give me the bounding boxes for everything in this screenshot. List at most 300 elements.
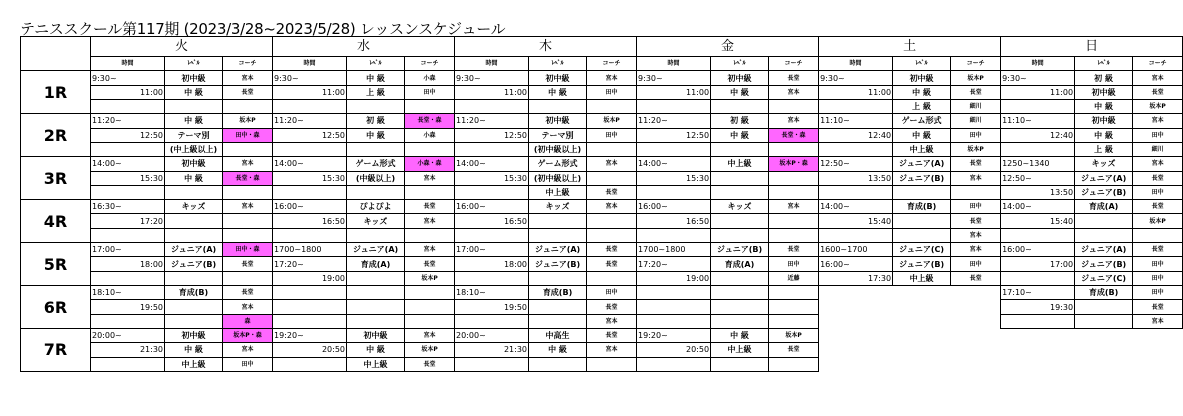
- lesson-level: キッズ: [165, 200, 223, 214]
- lesson-level: (初中級以上): [529, 171, 587, 185]
- start-time: [819, 99, 863, 113]
- empty-slot: [1001, 328, 1183, 371]
- lesson-level: ジュニア(B): [1075, 257, 1133, 271]
- lesson-level: 中上級: [529, 185, 587, 199]
- lesson-level: ジュニア(A): [165, 243, 223, 257]
- schedule-line: [21, 142, 1183, 156]
- start-time: 20:00~: [455, 328, 499, 342]
- coach-name: 長堂: [951, 271, 1001, 285]
- coach-name: 田中: [1133, 257, 1183, 271]
- end-time: [1045, 228, 1075, 242]
- coach-name: 宮本: [951, 171, 1001, 185]
- end-time: [499, 228, 529, 242]
- empty-slot: [819, 286, 1001, 329]
- end-time: [499, 185, 529, 199]
- start-time: 11:20~: [91, 114, 135, 128]
- coach-name: 長堂・森: [223, 171, 273, 185]
- lesson-level: キッズ: [347, 214, 405, 228]
- start-time: [1001, 85, 1045, 99]
- schedule-line: [21, 128, 1183, 142]
- lesson-level: [529, 99, 587, 113]
- day-header: 木: [455, 37, 637, 57]
- end-time: [499, 271, 529, 285]
- coach-name: [405, 185, 455, 199]
- end-time: 12:40: [1045, 128, 1075, 142]
- coach-name: 細川: [951, 114, 1001, 128]
- coach-name: 小森: [405, 71, 455, 85]
- start-time: [1001, 257, 1045, 271]
- start-time: [273, 185, 317, 199]
- lesson-level: キッズ: [529, 200, 587, 214]
- time-subheader: 時間: [637, 57, 711, 71]
- coach-name: [769, 300, 819, 314]
- start-time: [91, 185, 135, 199]
- schedule-line: [21, 243, 1183, 257]
- schedule-line: [21, 157, 1183, 171]
- end-time: [499, 314, 529, 328]
- day-header: 金: [637, 37, 819, 57]
- lesson-level: ジュニア(A): [347, 243, 405, 257]
- start-time: [455, 85, 499, 99]
- start-time: 9:30~: [455, 71, 499, 85]
- lesson-level: [165, 228, 223, 242]
- level-subheader: ﾚﾍﾞﾙ: [165, 57, 223, 71]
- lesson-level: ジュニア(A): [1075, 243, 1133, 257]
- coach-name: [405, 142, 455, 156]
- end-time: [135, 286, 165, 300]
- lesson-level: [529, 314, 587, 328]
- lesson-level: [165, 214, 223, 228]
- end-time: 16:50: [681, 214, 711, 228]
- lesson-level: [711, 314, 769, 328]
- coach-name: 長堂: [405, 200, 455, 214]
- start-time: [91, 300, 135, 314]
- end-time: 19:00: [681, 271, 711, 285]
- schedule-line: [21, 71, 1183, 85]
- start-time: [637, 85, 681, 99]
- coach-name: [769, 142, 819, 156]
- end-time: [499, 142, 529, 156]
- start-time: 12:50~: [1001, 171, 1045, 185]
- schedule-line: [21, 99, 1183, 113]
- end-time: [1045, 200, 1075, 214]
- start-time: [91, 343, 135, 357]
- period-label: 7R: [21, 328, 91, 371]
- schedule-line: [21, 257, 1183, 271]
- coach-name: 田中: [951, 128, 1001, 142]
- coach-name: 田中: [587, 286, 637, 300]
- coach-name: 長堂: [769, 71, 819, 85]
- end-time: [317, 257, 347, 271]
- start-time: 14:00~: [1001, 200, 1045, 214]
- lesson-level: [529, 228, 587, 242]
- end-time: 12:40: [863, 128, 893, 142]
- lesson-level: 中上級: [711, 343, 769, 357]
- end-time: [681, 185, 711, 199]
- start-time: [273, 286, 317, 300]
- coach-name: 宮本: [1133, 114, 1183, 128]
- coach-name: 宮本: [223, 157, 273, 171]
- start-time: [819, 142, 863, 156]
- schedule-line: [21, 286, 1183, 300]
- start-time: 9:30~: [273, 71, 317, 85]
- end-time: [1045, 71, 1075, 85]
- lesson-level: ジュニア(B): [529, 257, 587, 271]
- lesson-level: ぴよぴよ: [347, 200, 405, 214]
- lesson-level: 初中級: [529, 71, 587, 85]
- level-subheader: ﾚﾍﾞﾙ: [711, 57, 769, 71]
- period-label: 5R: [21, 243, 91, 286]
- end-time: [681, 357, 711, 371]
- period-label: 4R: [21, 200, 91, 243]
- coach-name: 田中: [769, 257, 819, 271]
- end-time: [1045, 271, 1075, 285]
- coach-name: [223, 228, 273, 242]
- start-time: [637, 343, 681, 357]
- end-time: 21:30: [135, 343, 165, 357]
- start-time: 1250~1340: [1001, 157, 1045, 171]
- start-time: 14:00~: [819, 200, 863, 214]
- start-time: 14:00~: [91, 157, 135, 171]
- start-time: 17:10~: [1001, 286, 1045, 300]
- end-time: [499, 157, 529, 171]
- schedule-line: [21, 300, 1183, 314]
- start-time: [819, 185, 863, 199]
- coach-name: 坂本P・森: [223, 328, 273, 342]
- end-time: [863, 185, 893, 199]
- schedule-line: [21, 114, 1183, 128]
- start-time: [91, 99, 135, 113]
- end-time: 15:40: [1045, 214, 1075, 228]
- lesson-level: (初中級以上): [529, 142, 587, 156]
- coach-subheader: コーチ: [587, 57, 637, 71]
- coach-subheader: コーチ: [1133, 57, 1183, 71]
- coach-name: 長堂: [1133, 243, 1183, 257]
- end-time: [863, 114, 893, 128]
- end-time: [135, 314, 165, 328]
- lesson-level: 中上級: [165, 357, 223, 371]
- coach-name: [769, 171, 819, 185]
- coach-name: 宮本: [951, 243, 1001, 257]
- lesson-level: 初中級: [893, 71, 951, 85]
- start-time: [637, 300, 681, 314]
- coach-name: 宮本: [223, 300, 273, 314]
- end-time: [317, 114, 347, 128]
- lesson-level: 上 級: [347, 85, 405, 99]
- end-time: 21:30: [499, 343, 529, 357]
- start-time: 9:30~: [819, 71, 863, 85]
- start-time: [819, 171, 863, 185]
- end-time: [317, 328, 347, 342]
- end-time: 19:50: [135, 300, 165, 314]
- lesson-level: 中 級: [711, 85, 769, 99]
- schedule-line: [21, 185, 1183, 199]
- start-time: [819, 85, 863, 99]
- lesson-level: [165, 314, 223, 328]
- lesson-level: [165, 185, 223, 199]
- coach-name: 近藤: [769, 271, 819, 285]
- end-time: [317, 142, 347, 156]
- end-time: [681, 99, 711, 113]
- coach-name: 坂本P: [1133, 214, 1183, 228]
- start-time: [637, 185, 681, 199]
- lesson-level: 中 級: [347, 128, 405, 142]
- start-time: 19:20~: [637, 328, 681, 342]
- coach-name: 田中: [223, 357, 273, 371]
- end-time: [499, 114, 529, 128]
- end-time: 19:50: [499, 300, 529, 314]
- start-time: [91, 128, 135, 142]
- end-time: [317, 357, 347, 371]
- lesson-level: (中級以上): [347, 171, 405, 185]
- lesson-level: 初中級: [711, 71, 769, 85]
- lesson-level: [347, 271, 405, 285]
- lesson-level: [711, 286, 769, 300]
- end-time: [863, 200, 893, 214]
- lesson-level: キッズ: [1075, 157, 1133, 171]
- end-time: [681, 200, 711, 214]
- lesson-level: [529, 357, 587, 371]
- start-time: 9:30~: [637, 71, 681, 85]
- coach-name: 長堂: [951, 214, 1001, 228]
- start-time: 14:00~: [637, 157, 681, 171]
- coach-name: 宮本: [405, 171, 455, 185]
- lesson-level: 中 級: [711, 128, 769, 142]
- start-time: [273, 357, 317, 371]
- start-time: [91, 214, 135, 228]
- end-time: [317, 300, 347, 314]
- coach-name: [769, 185, 819, 199]
- lesson-level: [165, 300, 223, 314]
- coach-name: [951, 185, 1001, 199]
- end-time: [1045, 142, 1075, 156]
- start-time: [273, 142, 317, 156]
- lesson-level: (中上級以上): [165, 142, 223, 156]
- start-time: [637, 214, 681, 228]
- lesson-level: 上 級: [1075, 142, 1133, 156]
- lesson-level: テーマ別: [529, 128, 587, 142]
- coach-name: [587, 228, 637, 242]
- lesson-level: [1075, 214, 1133, 228]
- end-time: [317, 286, 347, 300]
- lesson-level: 中高生: [529, 328, 587, 342]
- start-time: [455, 142, 499, 156]
- start-time: [1001, 185, 1045, 199]
- start-time: 1700~1800: [637, 243, 681, 257]
- end-time: [681, 257, 711, 271]
- end-time: [863, 228, 893, 242]
- coach-name: 長堂: [405, 257, 455, 271]
- start-time: [91, 271, 135, 285]
- lesson-level: [165, 99, 223, 113]
- lesson-level: ジュニア(C): [1075, 271, 1133, 285]
- start-time: [637, 142, 681, 156]
- coach-name: 宮本: [587, 200, 637, 214]
- end-time: [863, 142, 893, 156]
- start-time: 1600~1700: [819, 243, 863, 257]
- lesson-level: [347, 185, 405, 199]
- coach-name: [405, 99, 455, 113]
- day-header: 火: [91, 37, 273, 57]
- coach-name: 長堂・森: [405, 114, 455, 128]
- start-time: [455, 314, 499, 328]
- coach-name: 長堂: [951, 157, 1001, 171]
- end-time: 20:50: [317, 343, 347, 357]
- end-time: [681, 142, 711, 156]
- schedule-line: [21, 228, 1183, 242]
- lesson-level: 育成(A): [711, 257, 769, 271]
- coach-name: [405, 286, 455, 300]
- coach-name: 宮本: [587, 314, 637, 328]
- coach-name: [769, 357, 819, 371]
- coach-name: 長堂: [405, 357, 455, 371]
- lesson-level: [347, 228, 405, 242]
- end-time: [1045, 171, 1075, 185]
- coach-name: 宮本: [405, 214, 455, 228]
- lesson-level: [711, 214, 769, 228]
- start-time: 17:00~: [455, 243, 499, 257]
- start-time: [273, 99, 317, 113]
- coach-name: 長堂: [587, 328, 637, 342]
- end-time: 11:00: [863, 85, 893, 99]
- coach-name: 田中・森: [223, 243, 273, 257]
- end-time: [681, 71, 711, 85]
- end-time: 15:30: [135, 171, 165, 185]
- end-time: 17:30: [863, 271, 893, 285]
- coach-name: 小森: [405, 128, 455, 142]
- end-time: [135, 185, 165, 199]
- lesson-level: ジュニア(C): [893, 243, 951, 257]
- lesson-level: [711, 271, 769, 285]
- start-time: [91, 171, 135, 185]
- lesson-level: [711, 185, 769, 199]
- level-subheader: ﾚﾍﾞﾙ: [529, 57, 587, 71]
- end-time: [317, 314, 347, 328]
- lesson-level: [711, 99, 769, 113]
- time-subheader: 時間: [91, 57, 165, 71]
- end-time: [863, 243, 893, 257]
- lesson-level: 育成(B): [893, 200, 951, 214]
- start-time: [273, 300, 317, 314]
- schedule-table: [20, 36, 1183, 372]
- start-time: [637, 314, 681, 328]
- coach-name: 長堂: [1133, 85, 1183, 99]
- day-header: 水: [273, 37, 455, 57]
- coach-name: 長堂: [1133, 171, 1183, 185]
- lesson-level: 中 級: [347, 71, 405, 85]
- lesson-level: 上 級: [893, 99, 951, 113]
- level-subheader: ﾚﾍﾞﾙ: [347, 57, 405, 71]
- end-time: 11:00: [499, 85, 529, 99]
- coach-name: 宮本: [587, 157, 637, 171]
- end-time: [681, 314, 711, 328]
- start-time: [455, 228, 499, 242]
- start-time: [455, 185, 499, 199]
- start-time: [91, 257, 135, 271]
- lesson-level: [711, 357, 769, 371]
- lesson-level: [347, 286, 405, 300]
- end-time: [317, 228, 347, 242]
- start-time: 14:00~: [455, 157, 499, 171]
- start-time: 16:00~: [273, 200, 317, 214]
- start-time: [273, 128, 317, 142]
- coach-name: 宮本: [223, 343, 273, 357]
- end-time: [681, 300, 711, 314]
- start-time: [91, 85, 135, 99]
- lesson-level: ジュニア(A): [1075, 171, 1133, 185]
- end-time: [135, 99, 165, 113]
- lesson-level: 育成(A): [1075, 200, 1133, 214]
- end-time: 15:30: [681, 171, 711, 185]
- end-time: 19:30: [1045, 300, 1075, 314]
- time-subheader: 時間: [1001, 57, 1075, 71]
- start-time: [819, 228, 863, 242]
- lesson-level: 中 級: [529, 343, 587, 357]
- end-time: [135, 328, 165, 342]
- start-time: 14:00~: [273, 157, 317, 171]
- end-time: 18:00: [499, 257, 529, 271]
- start-time: 12:50~: [819, 157, 863, 171]
- coach-name: 田中: [405, 85, 455, 99]
- coach-name: [587, 357, 637, 371]
- coach-name: 長堂: [951, 85, 1001, 99]
- end-time: [135, 271, 165, 285]
- coach-name: 宮本: [1133, 71, 1183, 85]
- end-time: [499, 99, 529, 113]
- lesson-level: テーマ別: [165, 128, 223, 142]
- end-time: [135, 200, 165, 214]
- lesson-level: [347, 99, 405, 113]
- coach-name: [405, 300, 455, 314]
- end-time: 19:00: [317, 271, 347, 285]
- coach-subheader: コーチ: [405, 57, 455, 71]
- end-time: [1045, 314, 1075, 328]
- lesson-level: 初中級: [529, 114, 587, 128]
- start-time: [455, 257, 499, 271]
- lesson-level: [1075, 228, 1133, 242]
- end-time: 15:30: [317, 171, 347, 185]
- start-time: 16:00~: [637, 200, 681, 214]
- end-time: [135, 71, 165, 85]
- end-time: [863, 257, 893, 271]
- end-time: [1045, 99, 1075, 113]
- lesson-level: 初中級: [347, 328, 405, 342]
- coach-name: 宮本: [405, 328, 455, 342]
- coach-name: 坂本P: [1133, 99, 1183, 113]
- lesson-level: 初中級: [165, 157, 223, 171]
- coach-name: [769, 228, 819, 242]
- start-time: [455, 300, 499, 314]
- lesson-level: 育成(B): [529, 286, 587, 300]
- coach-name: 坂本P・森: [769, 157, 819, 171]
- lesson-level: ゲーム形式: [893, 114, 951, 128]
- end-time: 13:50: [863, 171, 893, 185]
- lesson-level: [347, 300, 405, 314]
- period-label: 6R: [21, 286, 91, 329]
- start-time: 11:20~: [273, 114, 317, 128]
- coach-name: [587, 214, 637, 228]
- end-time: 11:00: [681, 85, 711, 99]
- start-time: [455, 343, 499, 357]
- start-time: 16:30~: [91, 200, 135, 214]
- schedule-line: [21, 328, 1183, 342]
- end-time: [135, 114, 165, 128]
- coach-name: 坂本P: [769, 328, 819, 342]
- coach-name: 田中: [951, 257, 1001, 271]
- end-time: [499, 286, 529, 300]
- coach-name: 長堂: [587, 257, 637, 271]
- lesson-level: [347, 314, 405, 328]
